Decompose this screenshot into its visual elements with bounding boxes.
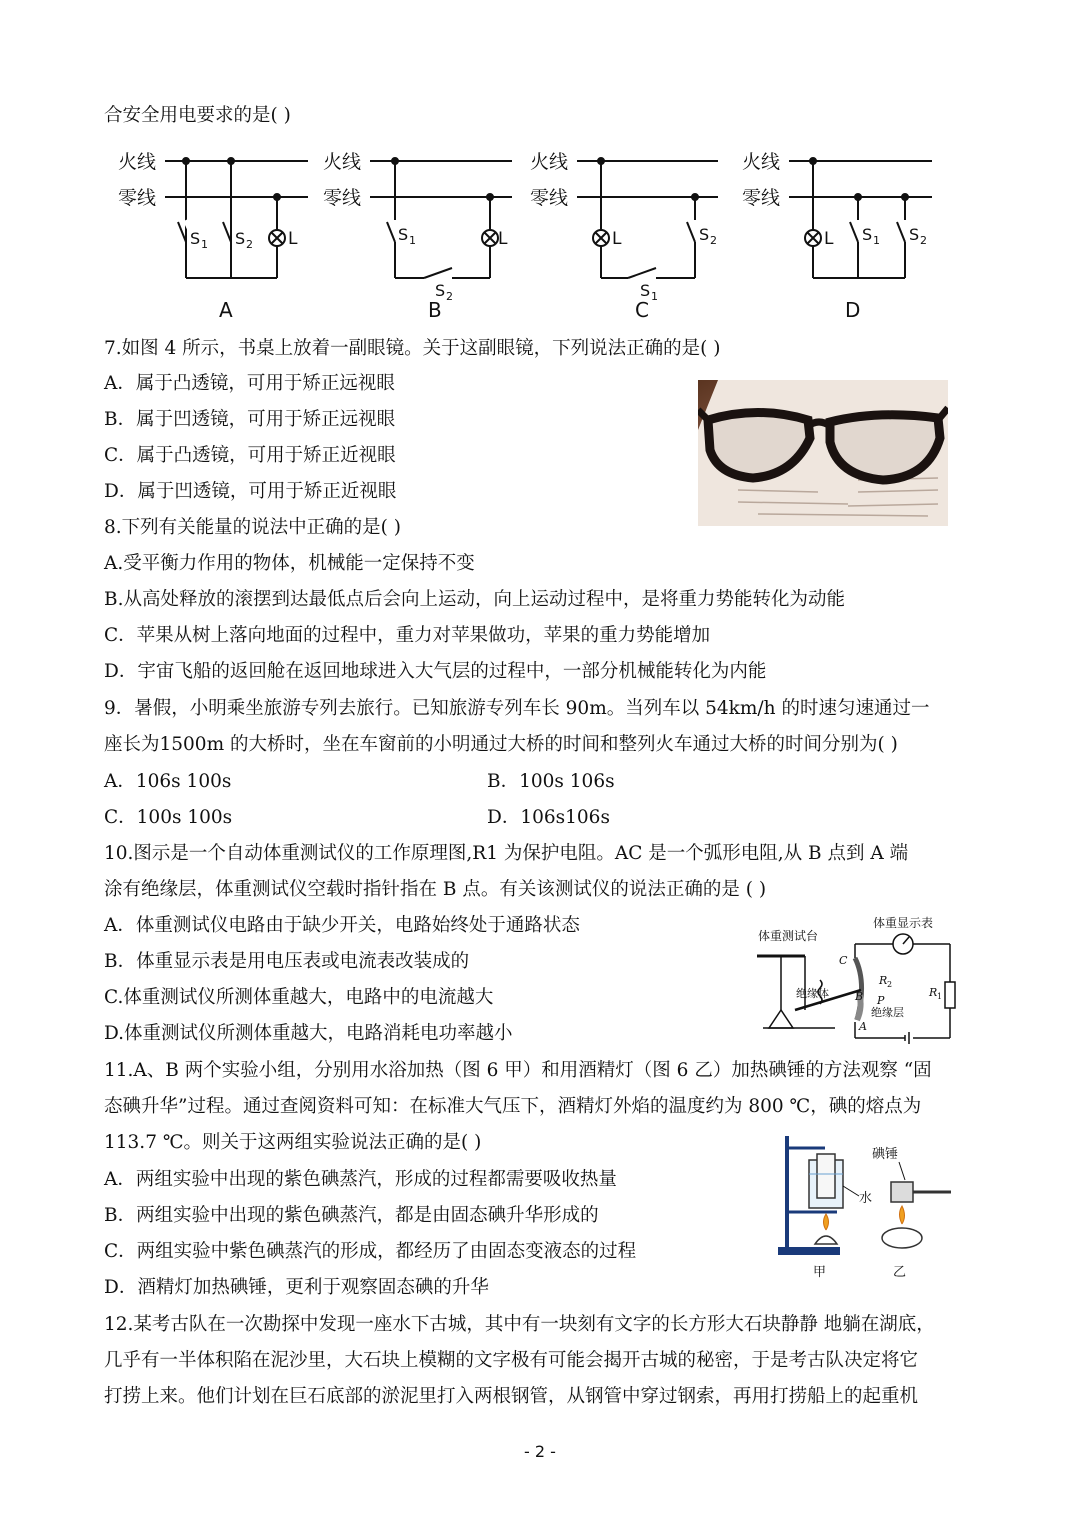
q7-option-b: B．属于凹透镜，可用于矫正远视眼 (104, 409, 396, 430)
q8-option-d: D．宇宙飞船的返回舱在返回地球进入大气层的过程中，一部分机械能转化为内能 (104, 661, 767, 682)
q8-stem: 8.下列有关能量的说法中正确的是( ) (104, 517, 401, 538)
option-label-b: B (428, 298, 442, 322)
r2-label: R (879, 974, 888, 987)
iodine-hammer-label: 碘锤 (872, 1147, 899, 1162)
meter-label: 体重显示表 (873, 916, 934, 930)
platform-label: 体重测试台 (758, 929, 819, 943)
insulator-label: 绝缘体 (796, 987, 829, 1000)
s1-sub-a: 1 (201, 238, 208, 251)
live-label-b: 火线 (323, 151, 362, 173)
s1-label-a: S (190, 229, 201, 248)
live-label-a: 火线 (118, 151, 157, 173)
lamp-label-b: L (498, 229, 508, 249)
circuit-diagrams (0, 140, 1080, 330)
jia-label: 甲 (813, 1265, 827, 1280)
q7-stem: 7.如图 4 所示，书桌上放着一副眼镜。关于这副眼镜，下列说法正确的是( ) (104, 338, 721, 359)
r1-subscript: 1 (937, 992, 943, 1001)
q10-option-b: B．体重显示表是用电压表或电流表改装成的 (104, 951, 470, 972)
neutral-label-c: 零线 (530, 187, 569, 209)
iodine-heating-figure (775, 1130, 960, 1282)
water-label: 水 (859, 1191, 873, 1206)
q12-stem-line2: 几乎有一半体积陷在泥沙里，大石块上模糊的文字极有可能会揭开古城的秘密，于是考古队决定将它 (104, 1350, 919, 1371)
live-label-d: 火线 (742, 151, 781, 173)
s1-label-b: S (398, 225, 409, 244)
glasses-photo (698, 380, 948, 526)
s1-sub-d: 1 (873, 234, 880, 247)
s1-label-d: S (862, 225, 873, 244)
q7-option-a: A．属于凸透镜，可用于矫正远视眼 (104, 373, 395, 394)
insulation-layer-label: 绝缘层 (871, 1006, 904, 1019)
circuit-b (323, 151, 512, 322)
q7-option-d: D．属于凹透镜，可用于矫正近视眼 (104, 481, 397, 502)
q9-option-b: B．100s 106s (487, 771, 615, 792)
q10-option-c: C.体重测试仪所测体重越大，电路中的电流越大 (104, 987, 494, 1008)
neutral-label-a: 零线 (118, 187, 157, 209)
s2-label-d: S (909, 225, 920, 244)
q10-option-a: A．体重测试仪电路由于缺少开关，电路始终处于通路状态 (104, 915, 580, 936)
q10-stem-line2: 涂有绝缘层，体重测试仪空载时指针指在 B 点。有关该测试仪的说法正确的是 ( ) (104, 879, 767, 900)
q11-stem-line3: 113.7 ℃。则关于这两组实验说法正确的是( ) (104, 1132, 482, 1153)
q8-option-b: B.从高处释放的滚摆到达最低点后会向上运动，向上运动过程中，是将重力势能转化为动能 (104, 589, 845, 610)
neutral-label-d: 零线 (742, 187, 781, 209)
s2-sub-d: 2 (920, 234, 927, 247)
option-label-a: A (219, 298, 233, 322)
s1-sub-c: 1 (651, 290, 658, 303)
q6-stem-tail: 合安全用电要求的是( ) (104, 105, 291, 126)
s2-sub-a: 2 (246, 238, 253, 251)
neutral-label-b: 零线 (323, 187, 362, 209)
point-p-label: P (877, 994, 885, 1007)
q9-stem-line1: 9．暑假，小明乘坐旅游专列去旅行。已知旅游专列车长 90m。当列车以 54km/h 的时速匀速通过一 (104, 698, 930, 719)
q12-stem-line3: 打捞上来。他们计划在巨石底部的淤泥里打入两根钢管，从钢管中穿过钢索，再用打捞船上的起重机 (104, 1386, 919, 1407)
circuit-a (118, 151, 308, 322)
q9-option-a: A．106s 100s (104, 771, 232, 792)
circuit-d (742, 151, 932, 322)
q11-stem-line2: 态碘升华”过程。通过查阅资料可知：在标准大气压下，酒精灯外焰的温度约为 800 ℃，碘的熔点为 (104, 1096, 922, 1117)
q7-option-c: C．属于凸透镜，可用于矫正近视眼 (104, 445, 396, 466)
page-number: - 2 - (524, 1442, 556, 1461)
q9-stem-line2: 座长为1500m 的大桥时，坐在车窗前的小明通过大桥的时间和整列火车通过大桥的时间分别为( ) (104, 734, 898, 755)
q11-stem-line1: 11.A、B 两个实验小组，分别用水浴加热（图 6 甲）和用酒精灯（图 6 乙）加热碘锤的方法观察 “固 (104, 1060, 932, 1081)
lamp-label-d: L (824, 229, 834, 249)
s2-label-b: S (435, 281, 446, 300)
q9-option-c: C．100s 100s (104, 807, 233, 828)
q11-option-d: D．酒精灯加热碘锤，更利于观察固态碘的升华 (104, 1277, 489, 1298)
point-b-label: B (855, 990, 864, 1003)
lamp-label-c: L (612, 229, 622, 249)
s1-label-c: S (640, 281, 651, 300)
s2-sub-b: 2 (446, 290, 453, 303)
live-label-c: 火线 (530, 151, 569, 173)
point-c-label: C (839, 954, 848, 967)
s2-label-c: S (699, 225, 710, 244)
q9-option-d: D．106s106s (487, 807, 610, 828)
option-label-c: C (635, 298, 649, 322)
s1-sub-b: 1 (409, 234, 416, 247)
q11-option-a: A．两组实验中出现的紫色碘蒸汽，形成的过程都需要吸收热量 (104, 1169, 617, 1190)
option-label-d: D (845, 298, 861, 322)
q8-option-c: C．苹果从树上落向地面的过程中，重力对苹果做功，苹果的重力势能增加 (104, 625, 711, 646)
lamp-label-a: L (288, 229, 298, 249)
circuit-c (530, 151, 718, 322)
q10-option-d: D.体重测试仪所测体重越大，电路消耗电功率越小 (104, 1023, 513, 1044)
q8-option-a: A.受平衡力作用的物体，机械能一定保持不变 (104, 553, 475, 574)
q11-option-c: C．两组实验中紫色碘蒸汽的形成，都经历了由固态变液态的过程 (104, 1241, 637, 1262)
r2-subscript: 2 (887, 980, 893, 989)
q10-stem-line1: 10.图示是一个自动体重测试仪的工作原理图,R1 为保护电阻。AC 是一个弧形电阻,从 B 点到 A 端 (104, 843, 909, 864)
yi-label: 乙 (893, 1265, 907, 1280)
q12-stem-line1: 12.某考古队在一次勘探中发现一座水下古城，其中有一块刻有文字的长方形大石块静静 地躺在湖底， (104, 1314, 935, 1335)
q11-option-b: B．两组实验中出现的紫色碘蒸汽，都是由固态碘升华形成的 (104, 1205, 599, 1226)
s2-label-a: S (235, 229, 246, 248)
r1-label: R (929, 986, 938, 999)
weight-tester-figure (755, 912, 970, 1044)
s2-sub-c: 2 (710, 234, 717, 247)
point-a-label: A (859, 1020, 867, 1033)
